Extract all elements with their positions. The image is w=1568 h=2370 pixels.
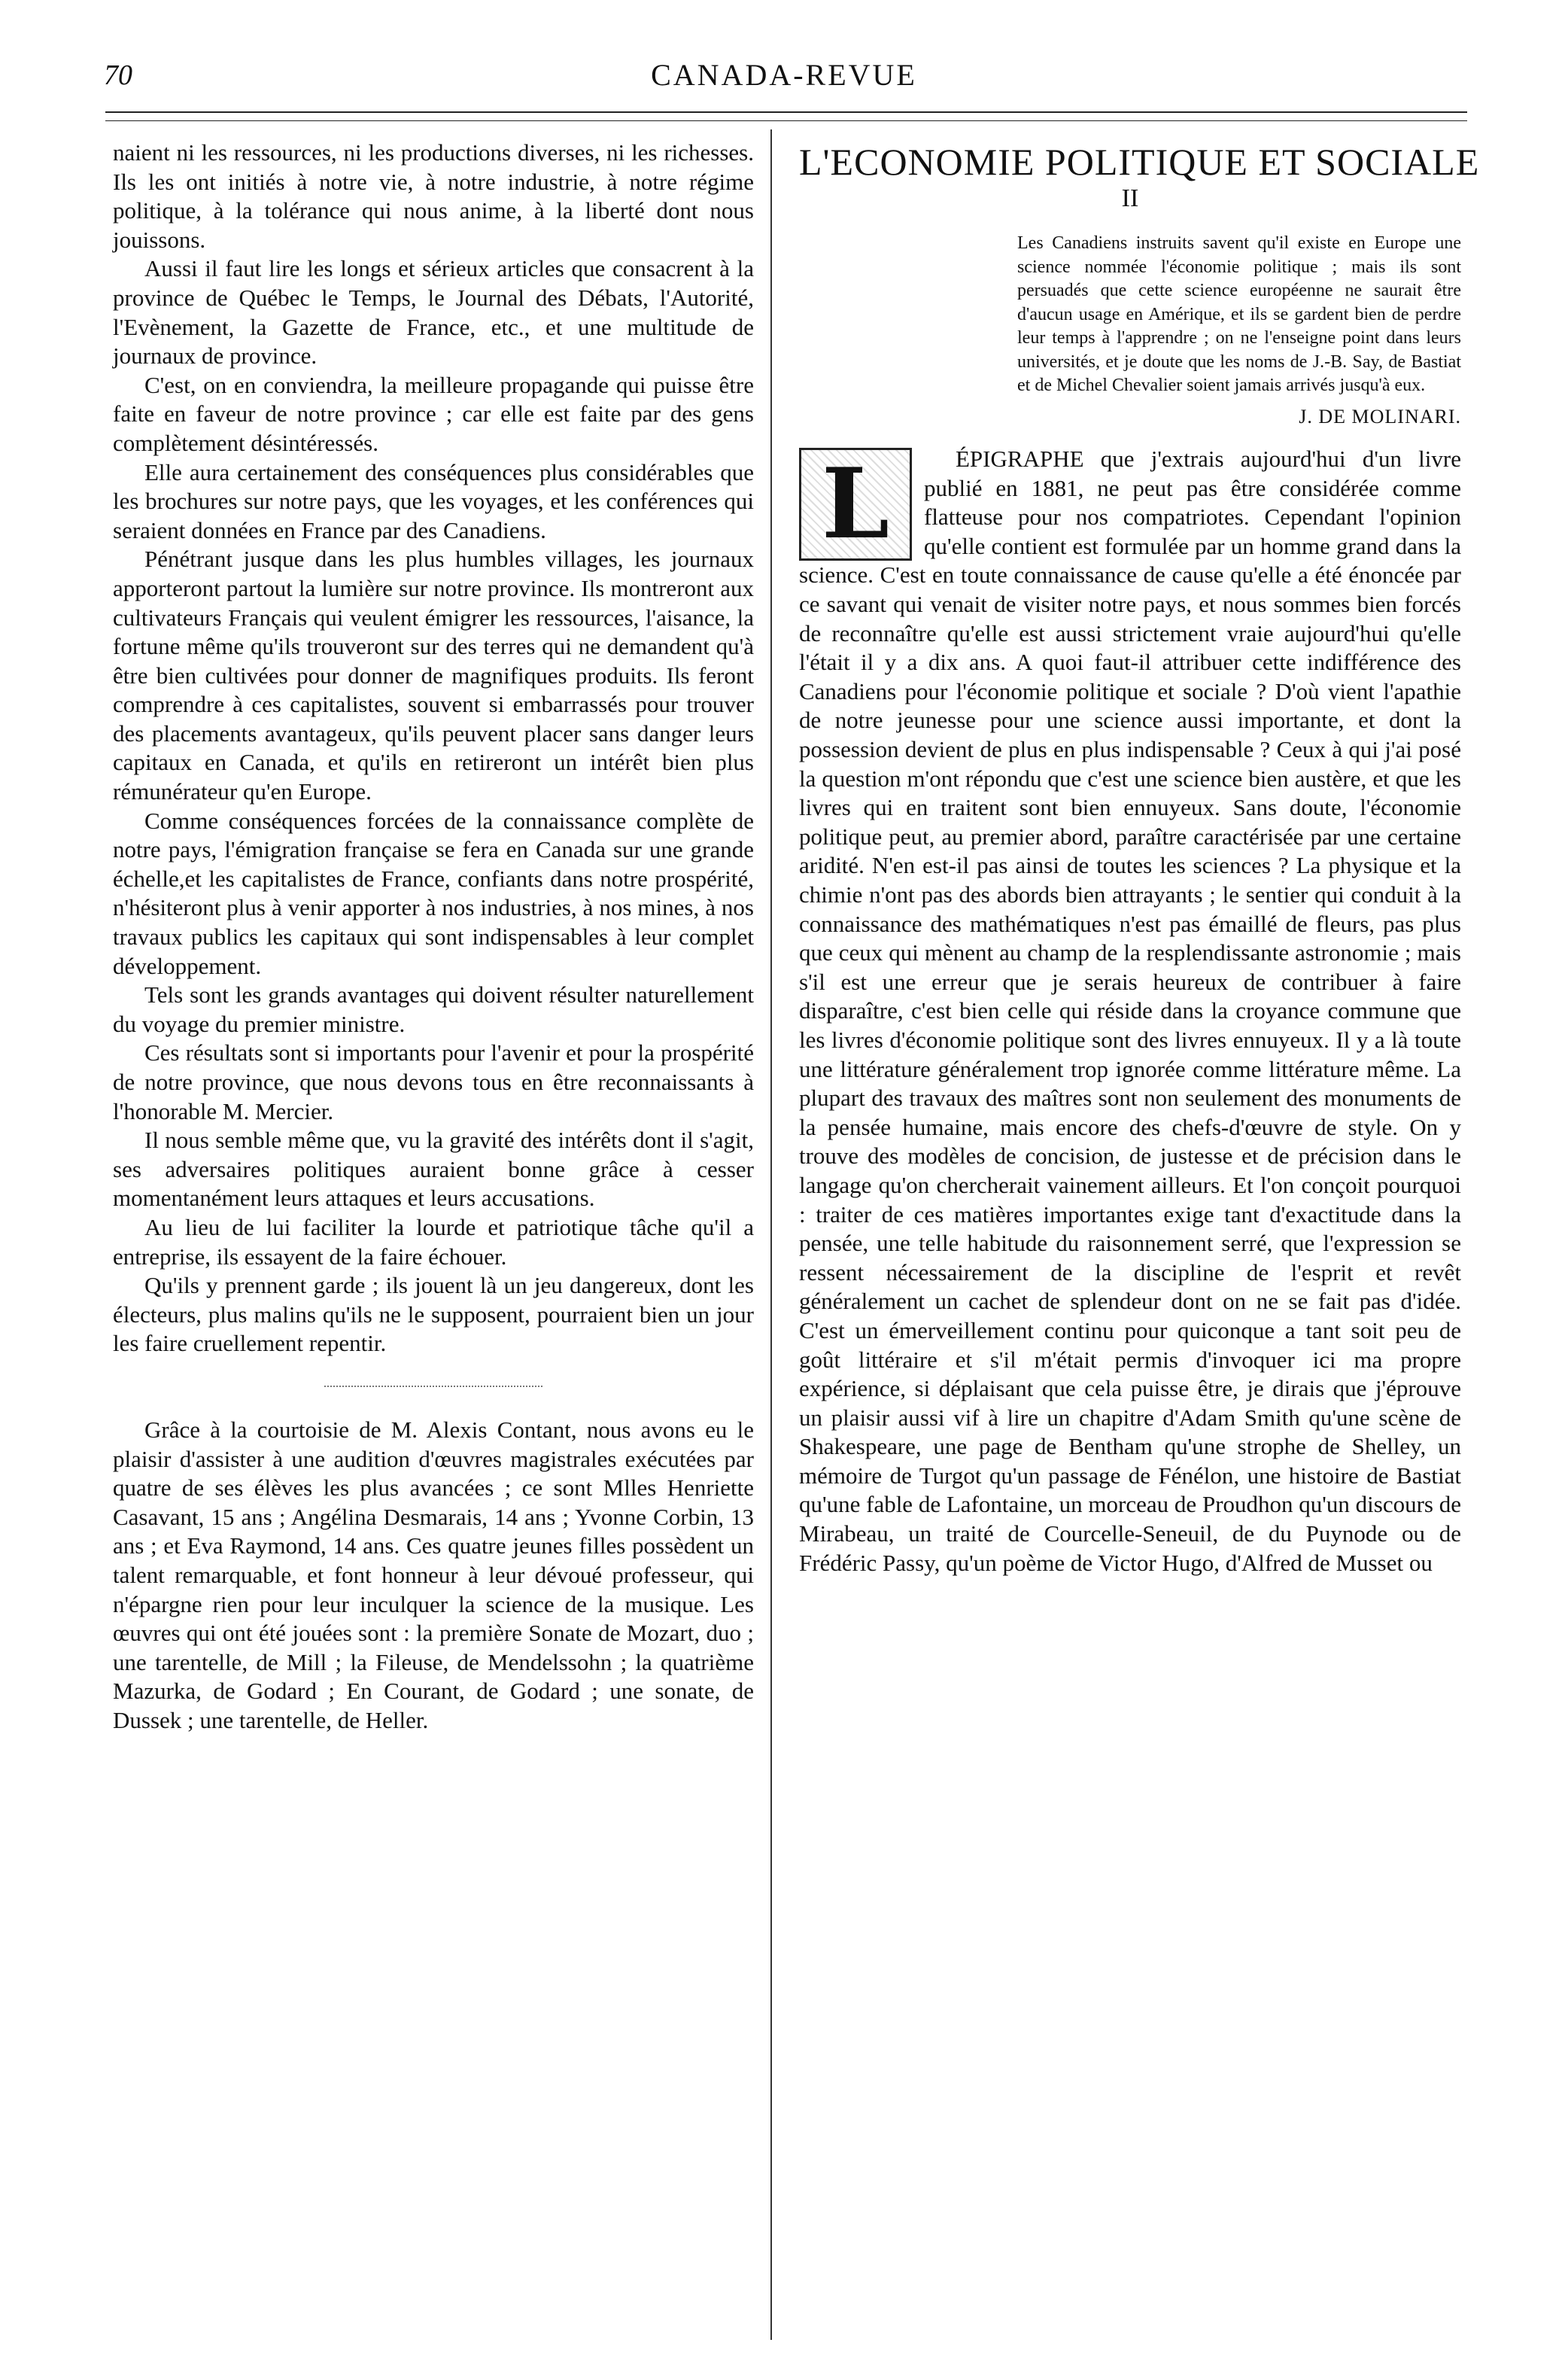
paragraph: C'est, on en conviendra, la meilleure propagande qui puisse être faite en faveur de notre province ; car elle est faite par des gens complètement désintéressés.: [113, 371, 754, 456]
paragraph: Tels sont les grands avantages qui doivent résulter naturellement du voyage du premier ministre.: [113, 981, 754, 1037]
paragraph: Aussi il faut lire les longs et sérieux articles que consacrent à la province de Québec le Temps, le Journal des Débats, l'Autorité, l'Evènement, la Gazette de France, etc., et une multitude de journaux de province.: [113, 255, 754, 370]
article-title: L'ECONOMIE POLITIQUE ET SOCIALE: [799, 141, 1480, 183]
paragraph: Pénétrant jusque dans les plus humbles villages, les journaux apporteront partout la lumière sur notre province. Ils montreront aux cultivateurs Français qui veulent émigrer les ressources, l'aisance, la fortune même qu'ils trouveront sur des terres qui ne demandent qu'à être bien cultivées pour donner de magnifiques produits. Ils feront comprendre à ces capitalistes, souvent si embarrassés pour trouver des placements avantageux, qu'ils peuvent placer sans danger leurs capitaux en Canada, et qu'ils en retireront un intérêt bien plus rémunérateur qu'en Europe.: [113, 546, 754, 805]
epigraph-author: J. DE MOLINARI.: [1299, 405, 1461, 427]
paragraph: Ces résultats sont si importants pour l'avenir et pour la prospérité de notre province, que nous devons tous en être reconnaissants à l'honorable M. Mercier.: [113, 1039, 754, 1124]
music-paragraph: Grâce à la courtoisie de M. Alexis Contant, nous avons eu le plaisir d'assister à une audition d'œuvres magistrales exécutées par quatre de ses élèves les plus avancées ; ce sont Mlles Henriette Casavant, 15 ans ; Angélina Desmarais, 14 ans ; Yvonne Corbin, 13 ans ; et Eva Raymond, 14 ans. Ces quatre jeunes filles possèdent un talent remarquable, et font honneur à leur dévoué professeur, qui n'épargne rien pour leur inculquer la science de la musique. Les œuvres qui ont été jouées sont : la première Sonate de Mozart, duo ; une tarentelle, de Mill ; la Fileuse, de Mendelssohn ; la quatrième Mazurka, de Godard ; En Courant, de Godard ; une sonate, de Dussek ; une tarentelle, de Heller.: [113, 1416, 754, 1733]
drop-cap-letter: L: [799, 448, 912, 561]
page-number: 70: [104, 59, 132, 91]
paragraph: naient ni les ressources, ni les productions diverses, ni les richesses. Ils les ont initiés à notre vie, à notre industrie, à notre régime politique, à la tolérance qui nous anime, à la liberté dont nous jouissons.: [113, 139, 754, 253]
paragraph: ÉPIGRAPHE que j'extrais aujourd'hui d'un livre publié en 1881, ne peut pas être considérée comme flatteuse pour nos compatriotes. Cependant l'opinion qu'elle contient est formulée par un homme grand dans la science. C'est en toute connaissance de cause qu'elle a été énoncée par ce savant qui venait de visiter notre pays, et nous sommes bien forcés de reconnaître qu'elle est aussi strictement vraie aujourd'hui qu'elle l'était il y a dix ans. A quoi faut-il attribuer cette indifférence des Canadiens pour l'économie politique et sociale ? D'où vient l'apathie de notre jeunesse pour une science aussi importante, et dont la possession devient de plus en plus indispensable ? Ceux à qui j'ai posé la question m'ont répondu que c'est une science bien austère, et que les livres qui en traitent sont bien ennuyeux. Sans doute, l'économie politique peut, au premier abord, paraître caractérisée par une certaine aridité. N'en est-il pas ainsi de toutes les sciences ? La physique et la chimie n'ont pas des abords bien attrayants ; le sentier qui conduit à la connaissance des mathématiques n'est pas émaillé de fleurs, pas plus que ceux qui mènent au champ de la resplendissante astronomie ; mais s'il est une erreur que je serais heureux de contribuer à faire disparaître, c'est bien celle qui réside dans la croyance commune que les livres d'économie politique sont des livres ennuyeux. Il y a là toute une littérature généralement trop ignorée comme littérature même. La plupart des travaux des maîtres sont non seulement des monuments de la pensée humaine, mais encore des chefs-d'œuvre de style. On y trouve des modèles de concision, de justesse et de précision dans le langage qu'on chercherait vainement ailleurs. Et l'on conçoit pourquoi : traiter de ces matières importantes exige tant d'exactitude dans la pensée, une telle habitude du raisonnement serré, que l'expression se ressent nécessairement de la discipline de l'esprit et revêt généralement un cachet de splendeur dont on ne se fait pas d'idée. C'est un émerveillement continu pour quiconque a tant soit peu de goût littéraire et s'il m'était permis d'invoquer ici ma propre expérience, si déplaisant que cela puisse être, je dirais que j'éprouve un plaisir aussi vif à lire un chapitre d'Adam Smith qu'une scène de Shakespeare, une page de Bentham qu'une strophe de Shelley, un mémoire de Turgot qu'un passage de Fénélon, une histoire de Bastiat qu'une fable de Lafontaine, un morceau de Proudhon qu'un discours de Mirabeau, un traité de Courcelle-Seneuil, de du Puynode ou de Frédéric Passy, qu'un poème de Victor Hugo, d'Alfred de Musset ou: [799, 446, 1461, 1576]
epigraph: Les Canadiens instruits savent qu'il existe en Europe une science nommée l'économie politique ; mais ils sont persuadés que cette science européenne ne saurait être d'aucun usage en Amérique, et ils se gardent bien de perdre leur temps à l'apprendre ; on ne l'enseigne point dans leurs universités, et je doute que les noms de J.-B. Say, de Bastiat et de Michel Chevalier soient jamais arrivés jusqu'à eux.: [1017, 233, 1461, 395]
paragraph: Comme conséquences forcées de la connaissance complète de notre pays, l'émigration française se fera en Canada sur une grande échelle,et les capitalistes de France, confiants dans notre prospérité, n'hésiteront plus à venir apporter à nos industries, à nos mines, à nos travaux publics les capitaux qui sont indispensables à leur complet développement.: [113, 807, 754, 979]
paragraph: Il nous semble même que, vu la gravité des intérêts dont il s'agit, ses adversaires politiques auraient bonne grâce à cesser momentanément leurs attaques et leurs accusations.: [113, 1127, 754, 1212]
paragraph: Qu'ils y prennent garde ; ils jouent là un jeu dangereux, dont les électeurs, plus malins qu'ils ne le supposent, pourraient bien un jour les faire cruellement repentir.: [113, 1272, 754, 1357]
article-number: II: [1121, 184, 1139, 212]
header-rule-thin: [105, 120, 1467, 121]
paragraph: Elle aura certainement des conséquences plus considérables que les brochures sur notre pays, que les voyages, et les conférences qui seraient données en France par des Canadiens.: [113, 458, 754, 543]
journal-title: CANADA-REVUE: [651, 58, 917, 92]
drop-cap: [799, 448, 912, 561]
column-divider: [770, 129, 772, 2340]
header-rule: [105, 111, 1467, 113]
left-column: [113, 138, 754, 1735]
paragraph: Au lieu de lui faciliter la lourde et patriotique tâche qu'il a entreprise, ils essayent de la faire échouer.: [113, 1213, 754, 1270]
right-column: [799, 138, 1480, 1577]
section-separator: [324, 1386, 542, 1387]
